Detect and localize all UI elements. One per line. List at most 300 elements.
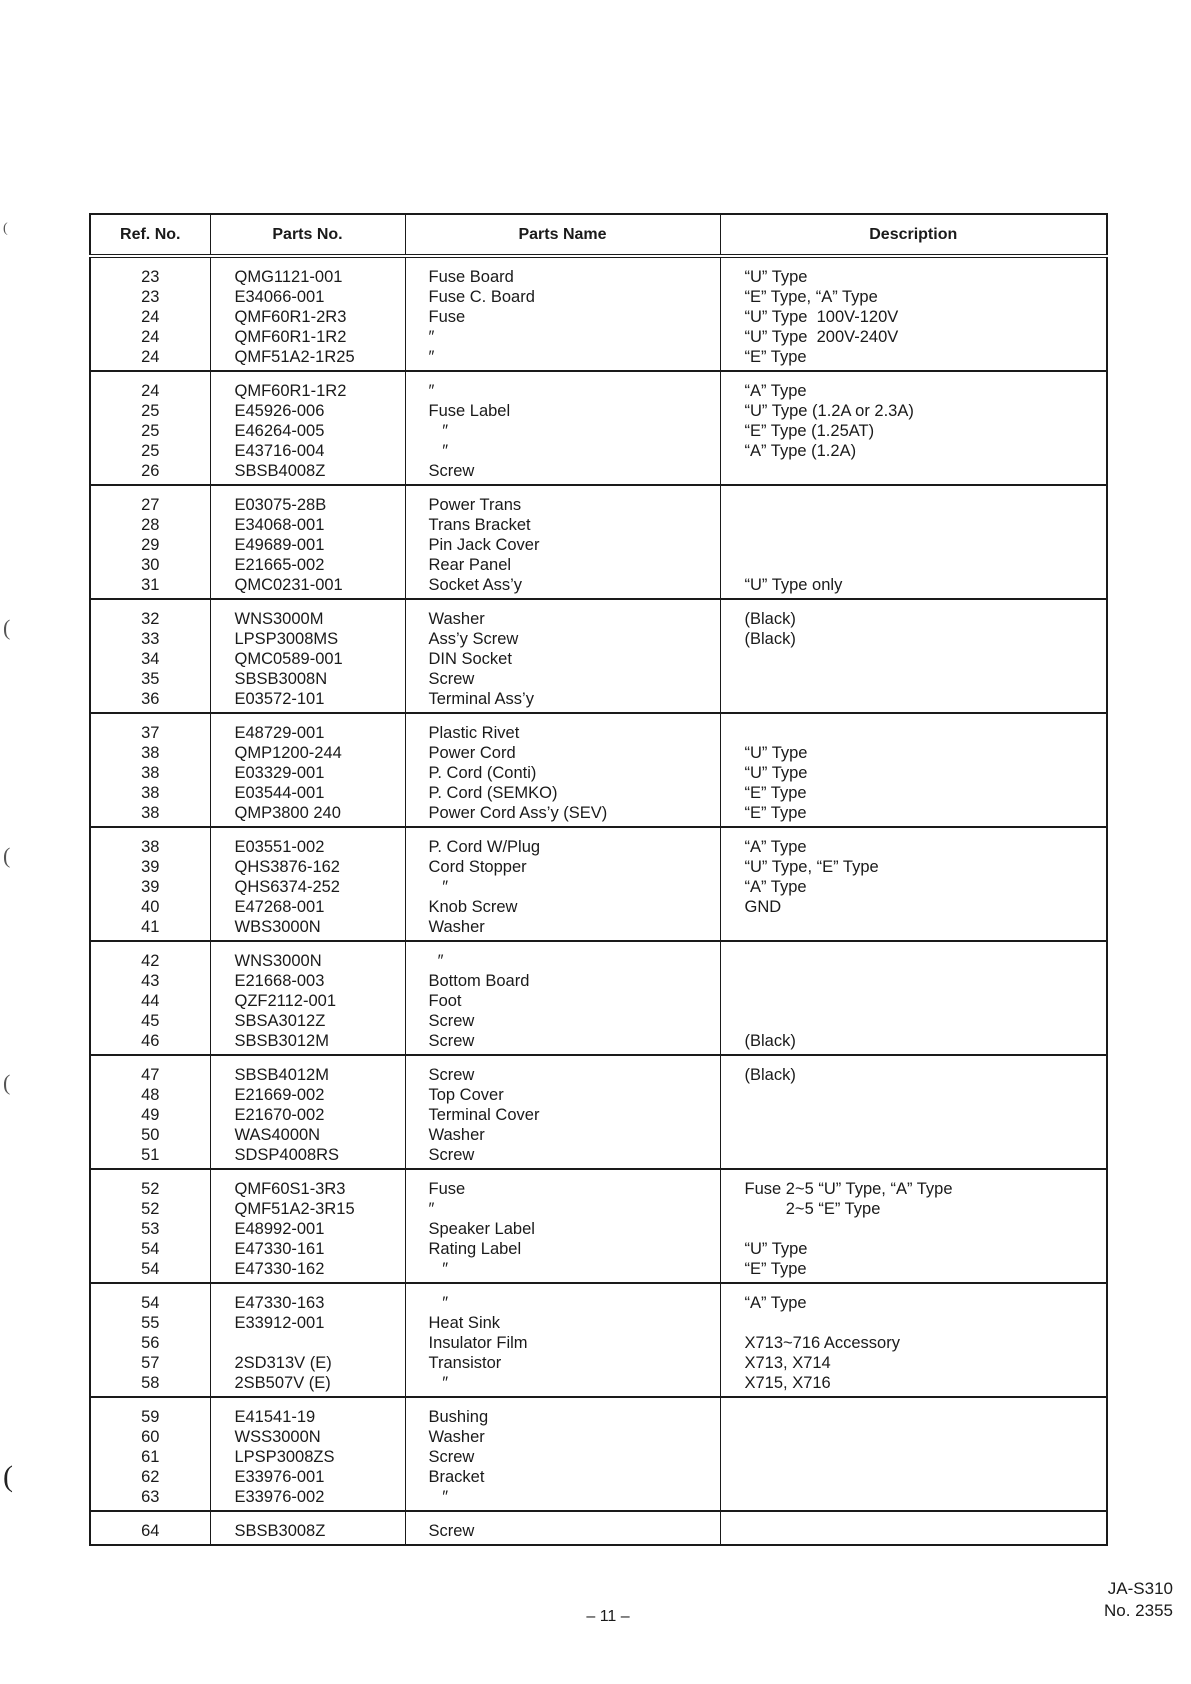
- description-cell: “A” Type (1.2A): [720, 441, 1107, 461]
- table-row: [90, 401, 1107, 421]
- description-cell: [720, 991, 1107, 1011]
- parts-name-cell: Power Cord Ass’y (SEV): [405, 803, 720, 827]
- ref-no-cell: 63: [90, 1487, 210, 1511]
- ref-no-cell: 29: [90, 535, 210, 555]
- table-row: [90, 1467, 1107, 1487]
- table-row: [90, 515, 1107, 535]
- parts-no-cell: E03544-001: [210, 783, 405, 803]
- parts-no-cell: E21668-003: [210, 971, 405, 991]
- parts-group: [90, 713, 1107, 827]
- description-cell: [720, 1487, 1107, 1511]
- parts-name-cell: Fuse: [405, 307, 720, 327]
- parts-name-cell: Power Trans: [405, 485, 720, 515]
- parts-name-cell: Socket Ass’y: [405, 575, 720, 599]
- parts-no-cell: WNS3000N: [210, 941, 405, 971]
- parts-no-cell: E48992-001: [210, 1219, 405, 1239]
- parts-name-cell: P. Cord W/Plug: [405, 827, 720, 857]
- description-cell: “E” Type: [720, 783, 1107, 803]
- parts-no-cell: E03075-28B: [210, 485, 405, 515]
- parts-no-cell: E46264-005: [210, 421, 405, 441]
- table-row: [90, 1447, 1107, 1467]
- parts-name-cell: Pin Jack Cover: [405, 535, 720, 555]
- parts-name-cell: Plastic Rivet: [405, 713, 720, 743]
- description-cell: [720, 1125, 1107, 1145]
- description-cell: [720, 1511, 1107, 1545]
- description-cell: “U” Type: [720, 256, 1107, 287]
- parts-group: [90, 1511, 1107, 1545]
- parts-group: [90, 1055, 1107, 1169]
- parts-name-cell: Power Cord: [405, 743, 720, 763]
- description-cell: [720, 555, 1107, 575]
- table-header-row: [90, 214, 1107, 256]
- parts-name-cell: Screw: [405, 669, 720, 689]
- table-row: [90, 327, 1107, 347]
- table-row: [90, 649, 1107, 669]
- parts-group: [90, 256, 1107, 371]
- parts-name-cell: Heat Sink: [405, 1313, 720, 1333]
- description-cell: “E” Type (1.25AT): [720, 421, 1107, 441]
- description-cell: “A” Type: [720, 827, 1107, 857]
- parts-name-cell: Transistor: [405, 1353, 720, 1373]
- ref-no-cell: 64: [90, 1511, 210, 1545]
- ref-no-cell: 62: [90, 1467, 210, 1487]
- description-cell: “U” Type (1.2A or 2.3A): [720, 401, 1107, 421]
- parts-name-cell: Insulator Film: [405, 1333, 720, 1353]
- ref-no-cell: 34: [90, 649, 210, 669]
- hole-punch-mark-2: (: [3, 615, 11, 640]
- parts-no-cell: QZF2112-001: [210, 991, 405, 1011]
- ref-no-cell: 28: [90, 515, 210, 535]
- parts-name-cell: DIN Socket: [405, 649, 720, 669]
- parts-name-cell: Washer: [405, 1427, 720, 1447]
- table-row: [90, 1511, 1107, 1545]
- parts-group: [90, 485, 1107, 599]
- table-row: [90, 971, 1107, 991]
- ref-no-cell: 57: [90, 1353, 210, 1373]
- ref-no-cell: 25: [90, 421, 210, 441]
- ref-no-cell: 55: [90, 1313, 210, 1333]
- description-cell: (Black): [720, 599, 1107, 629]
- parts-name-cell: Screw: [405, 1145, 720, 1169]
- ref-no-cell: 31: [90, 575, 210, 599]
- description-cell: [720, 1467, 1107, 1487]
- hole-punch-mark-5: (: [3, 1460, 13, 1493]
- parts-no-cell: E41541-19: [210, 1397, 405, 1427]
- table-row: [90, 763, 1107, 783]
- ref-no-cell: 38: [90, 803, 210, 827]
- parts-no-cell: QMP3800 240: [210, 803, 405, 827]
- table-row: [90, 1105, 1107, 1125]
- header-parts-name: Parts Name: [405, 214, 720, 256]
- parts-no-cell: SDSP4008RS: [210, 1145, 405, 1169]
- parts-group: [90, 599, 1107, 713]
- description-cell: X713, X714: [720, 1353, 1107, 1373]
- parts-name-cell: Terminal Cover: [405, 1105, 720, 1125]
- header-description: Description: [720, 214, 1107, 256]
- parts-name-cell: Screw: [405, 461, 720, 485]
- ref-no-cell: 41: [90, 917, 210, 941]
- table-row: [90, 461, 1107, 485]
- parts-no-cell: QMF60R1-1R2: [210, 371, 405, 401]
- description-cell: [720, 1397, 1107, 1427]
- table-row: [90, 1373, 1107, 1397]
- parts-name-cell: Screw: [405, 1055, 720, 1085]
- parts-no-cell: E48729-001: [210, 713, 405, 743]
- ref-no-cell: 38: [90, 783, 210, 803]
- description-cell: X713~716 Accessory: [720, 1333, 1107, 1353]
- parts-group: [90, 941, 1107, 1055]
- ref-no-cell: 52: [90, 1199, 210, 1219]
- hole-punch-mark-4: (: [3, 1070, 11, 1095]
- ref-no-cell: 24: [90, 327, 210, 347]
- ref-no-cell: 33: [90, 629, 210, 649]
- parts-name-cell: Fuse: [405, 1169, 720, 1199]
- model-number: JA-S310: [1107, 1579, 1173, 1598]
- ref-no-cell: 38: [90, 827, 210, 857]
- table-row: [90, 421, 1107, 441]
- parts-name-cell: Bushing: [405, 1397, 720, 1427]
- table-row: [90, 991, 1107, 1011]
- description-cell: [720, 669, 1107, 689]
- table-row: [90, 689, 1107, 713]
- parts-name-cell: ″: [405, 1199, 720, 1219]
- ref-no-cell: 54: [90, 1259, 210, 1283]
- ref-no-cell: 24: [90, 307, 210, 327]
- table-row: [90, 441, 1107, 461]
- ref-no-cell: 35: [90, 669, 210, 689]
- table-row: [90, 1085, 1107, 1105]
- description-cell: X715, X716: [720, 1373, 1107, 1397]
- table-row: [90, 347, 1107, 371]
- parts-no-cell: QMC0231-001: [210, 575, 405, 599]
- header-parts-no: Parts No.: [210, 214, 405, 256]
- document-number: No. 2355: [1104, 1601, 1173, 1620]
- parts-no-cell: WSS3000N: [210, 1427, 405, 1447]
- parts-group: [90, 1397, 1107, 1511]
- description-cell: “U” Type 100V-120V: [720, 307, 1107, 327]
- parts-no-cell: SBSA3012Z: [210, 1011, 405, 1031]
- description-cell: [720, 1219, 1107, 1239]
- parts-no-cell: SBSB4008Z: [210, 461, 405, 485]
- parts-no-cell: QMF60R1-2R3: [210, 307, 405, 327]
- ref-no-cell: 51: [90, 1145, 210, 1169]
- parts-group: [90, 371, 1107, 485]
- table-row: [90, 1031, 1107, 1055]
- table-row: [90, 1427, 1107, 1447]
- parts-name-cell: P. Cord (SEMKO): [405, 783, 720, 803]
- parts-no-cell: QMF51A2-3R15: [210, 1199, 405, 1219]
- ref-no-cell: 53: [90, 1219, 210, 1239]
- table-row: [90, 1487, 1107, 1511]
- parts-name-cell: ″: [405, 1259, 720, 1283]
- parts-name-cell: Fuse Board: [405, 256, 720, 287]
- parts-no-cell: E47330-163: [210, 1283, 405, 1313]
- description-cell: “U” Type: [720, 743, 1107, 763]
- description-cell: [720, 1427, 1107, 1447]
- parts-name-cell: ″: [405, 371, 720, 401]
- header-ref-no: Ref. No.: [90, 214, 210, 256]
- description-cell: [720, 1447, 1107, 1467]
- description-cell: 2~5 “E” Type: [720, 1199, 1107, 1219]
- ref-no-cell: 54: [90, 1283, 210, 1313]
- parts-no-cell: QMP1200-244: [210, 743, 405, 763]
- table-row: [90, 629, 1107, 649]
- parts-no-cell: QHS6374-252: [210, 877, 405, 897]
- ref-no-cell: 27: [90, 485, 210, 515]
- table-row: [90, 941, 1107, 971]
- parts-no-cell: E43716-004: [210, 441, 405, 461]
- ref-no-cell: 44: [90, 991, 210, 1011]
- description-cell: “A” Type: [720, 877, 1107, 897]
- parts-no-cell: 2SD313V (E): [210, 1353, 405, 1373]
- table-row: [90, 803, 1107, 827]
- parts-name-cell: Terminal Ass’y: [405, 689, 720, 713]
- description-cell: GND: [720, 897, 1107, 917]
- table-row: [90, 1239, 1107, 1259]
- table-row: [90, 535, 1107, 555]
- description-cell: “E” Type: [720, 1259, 1107, 1283]
- description-cell: Fuse 2~5 “U” Type, “A” Type: [720, 1169, 1107, 1199]
- parts-no-cell: SBSB3008N: [210, 669, 405, 689]
- description-cell: [720, 971, 1107, 991]
- table-row: [90, 1145, 1107, 1169]
- parts-name-cell: ″: [405, 1373, 720, 1397]
- description-cell: [720, 1105, 1107, 1125]
- parts-name-cell: Washer: [405, 1125, 720, 1145]
- parts-name-cell: Screw: [405, 1447, 720, 1467]
- ref-no-cell: 46: [90, 1031, 210, 1055]
- ref-no-cell: 39: [90, 857, 210, 877]
- parts-name-cell: Fuse C. Board: [405, 287, 720, 307]
- description-cell: “E” Type: [720, 347, 1107, 371]
- table-row: [90, 1353, 1107, 1373]
- ref-no-cell: 48: [90, 1085, 210, 1105]
- description-cell: [720, 1085, 1107, 1105]
- parts-group: [90, 1169, 1107, 1283]
- table-row: [90, 1169, 1107, 1199]
- description-cell: “E” Type: [720, 803, 1107, 827]
- parts-no-cell: QMF60S1-3R3: [210, 1169, 405, 1199]
- ref-no-cell: 60: [90, 1427, 210, 1447]
- parts-name-cell: ″: [405, 347, 720, 371]
- hole-punch-mark-1: (: [3, 221, 8, 236]
- ref-no-cell: 45: [90, 1011, 210, 1031]
- parts-name-cell: Cord Stopper: [405, 857, 720, 877]
- parts-name-cell: Screw: [405, 1511, 720, 1545]
- parts-no-cell: WNS3000M: [210, 599, 405, 629]
- table-row: [90, 1219, 1107, 1239]
- parts-name-cell: Foot: [405, 991, 720, 1011]
- parts-name-cell: ″: [405, 941, 720, 971]
- parts-no-cell: LPSP3008ZS: [210, 1447, 405, 1467]
- parts-group: [90, 1283, 1107, 1397]
- table-row: [90, 1011, 1107, 1031]
- description-cell: [720, 1145, 1107, 1169]
- table-row: [90, 307, 1107, 327]
- parts-no-cell: E03572-101: [210, 689, 405, 713]
- parts-no-cell: E21665-002: [210, 555, 405, 575]
- parts-no-cell: WBS3000N: [210, 917, 405, 941]
- description-cell: [720, 689, 1107, 713]
- parts-name-cell: Screw: [405, 1011, 720, 1031]
- table-row: [90, 599, 1107, 629]
- parts-no-cell: QMG1121-001: [210, 256, 405, 287]
- description-cell: “U” Type: [720, 763, 1107, 783]
- parts-no-cell: E03551-002: [210, 827, 405, 857]
- parts-name-cell: P. Cord (Conti): [405, 763, 720, 783]
- parts-name-cell: ″: [405, 1487, 720, 1511]
- parts-name-cell: Ass’y Screw: [405, 629, 720, 649]
- parts-name-cell: ″: [405, 441, 720, 461]
- parts-no-cell: E34068-001: [210, 515, 405, 535]
- parts-no-cell: SBSB4012M: [210, 1055, 405, 1085]
- ref-no-cell: 24: [90, 347, 210, 371]
- description-cell: [720, 1313, 1107, 1333]
- description-cell: [720, 461, 1107, 485]
- description-cell: “U” Type, “E” Type: [720, 857, 1107, 877]
- description-cell: [720, 649, 1107, 669]
- table-row: [90, 783, 1107, 803]
- table-row: [90, 743, 1107, 763]
- parts-no-cell: E49689-001: [210, 535, 405, 555]
- ref-no-cell: 49: [90, 1105, 210, 1125]
- ref-no-cell: 52: [90, 1169, 210, 1199]
- parts-no-cell: E21670-002: [210, 1105, 405, 1125]
- table-row: [90, 1283, 1107, 1313]
- parts-no-cell: QHS3876-162: [210, 857, 405, 877]
- ref-no-cell: 39: [90, 877, 210, 897]
- ref-no-cell: 43: [90, 971, 210, 991]
- parts-no-cell: E34066-001: [210, 287, 405, 307]
- ref-no-cell: 58: [90, 1373, 210, 1397]
- table-row: [90, 713, 1107, 743]
- parts-name-cell: Speaker Label: [405, 1219, 720, 1239]
- table-row: [90, 555, 1107, 575]
- ref-no-cell: 25: [90, 441, 210, 461]
- ref-no-cell: 54: [90, 1239, 210, 1259]
- table-row: [90, 256, 1107, 287]
- ref-no-cell: 36: [90, 689, 210, 713]
- description-cell: “E” Type, “A” Type: [720, 287, 1107, 307]
- parts-no-cell: [210, 1333, 405, 1353]
- description-cell: (Black): [720, 1031, 1107, 1055]
- table-row: [90, 1055, 1107, 1085]
- table-row: [90, 287, 1107, 307]
- description-cell: [720, 515, 1107, 535]
- ref-no-cell: 23: [90, 256, 210, 287]
- parts-no-cell: SBSB3008Z: [210, 1511, 405, 1545]
- table-row: [90, 917, 1107, 941]
- parts-name-cell: Fuse Label: [405, 401, 720, 421]
- parts-name-cell: Trans Bracket: [405, 515, 720, 535]
- parts-no-cell: LPSP3008MS: [210, 629, 405, 649]
- parts-name-cell: Washer: [405, 917, 720, 941]
- document-reference: [1104, 1578, 1173, 1622]
- table-row: [90, 1333, 1107, 1353]
- parts-name-cell: ″: [405, 421, 720, 441]
- parts-name-cell: Bracket: [405, 1467, 720, 1487]
- parts-no-cell: QMF51A2-1R25: [210, 347, 405, 371]
- ref-no-cell: 40: [90, 897, 210, 917]
- page-number: – 11 –: [586, 1608, 630, 1625]
- description-cell: (Black): [720, 629, 1107, 649]
- parts-no-cell: E33912-001: [210, 1313, 405, 1333]
- table-row: [90, 897, 1107, 917]
- table-row: [90, 1313, 1107, 1333]
- table-row: [90, 1199, 1107, 1219]
- parts-name-cell: ″: [405, 877, 720, 897]
- parts-name-cell: Bottom Board: [405, 971, 720, 991]
- parts-no-cell: QMF60R1-1R2: [210, 327, 405, 347]
- table-row: [90, 1397, 1107, 1427]
- table-row: [90, 485, 1107, 515]
- parts-no-cell: E45926-006: [210, 401, 405, 421]
- ref-no-cell: 38: [90, 743, 210, 763]
- description-cell: “A” Type: [720, 371, 1107, 401]
- table-row: [90, 575, 1107, 599]
- parts-group: [90, 827, 1107, 941]
- description-cell: [720, 535, 1107, 555]
- ref-no-cell: 30: [90, 555, 210, 575]
- ref-no-cell: 24: [90, 371, 210, 401]
- table-row: [90, 669, 1107, 689]
- parts-no-cell: E47330-161: [210, 1239, 405, 1259]
- parts-name-cell: Rating Label: [405, 1239, 720, 1259]
- description-cell: “U” Type only: [720, 575, 1107, 599]
- parts-no-cell: E47268-001: [210, 897, 405, 917]
- table-row: [90, 1259, 1107, 1283]
- ref-no-cell: 47: [90, 1055, 210, 1085]
- description-cell: “U” Type: [720, 1239, 1107, 1259]
- parts-name-cell: Washer: [405, 599, 720, 629]
- ref-no-cell: 56: [90, 1333, 210, 1353]
- parts-name-cell: Rear Panel: [405, 555, 720, 575]
- parts-no-cell: SBSB3012M: [210, 1031, 405, 1055]
- ref-no-cell: 23: [90, 287, 210, 307]
- parts-no-cell: E47330-162: [210, 1259, 405, 1283]
- ref-no-cell: 38: [90, 763, 210, 783]
- table-row: [90, 877, 1107, 897]
- parts-name-cell: ″: [405, 1283, 720, 1313]
- parts-name-cell: Knob Screw: [405, 897, 720, 917]
- description-cell: [720, 1011, 1107, 1031]
- parts-no-cell: E21669-002: [210, 1085, 405, 1105]
- parts-name-cell: ″: [405, 327, 720, 347]
- ref-no-cell: 26: [90, 461, 210, 485]
- description-cell: [720, 485, 1107, 515]
- parts-no-cell: QMC0589-001: [210, 649, 405, 669]
- parts-no-cell: E33976-002: [210, 1487, 405, 1511]
- parts-no-cell: 2SB507V (E): [210, 1373, 405, 1397]
- ref-no-cell: 32: [90, 599, 210, 629]
- description-cell: [720, 917, 1107, 941]
- description-cell: “A” Type: [720, 1283, 1107, 1313]
- table-row: [90, 827, 1107, 857]
- table-row: [90, 1125, 1107, 1145]
- ref-no-cell: 50: [90, 1125, 210, 1145]
- ref-no-cell: 37: [90, 713, 210, 743]
- description-cell: [720, 713, 1107, 743]
- parts-name-cell: Screw: [405, 1031, 720, 1055]
- description-cell: [720, 941, 1107, 971]
- parts-no-cell: E33976-001: [210, 1467, 405, 1487]
- ref-no-cell: 61: [90, 1447, 210, 1467]
- parts-no-cell: WAS4000N: [210, 1125, 405, 1145]
- ref-no-cell: 59: [90, 1397, 210, 1427]
- table-row: [90, 371, 1107, 401]
- description-cell: “U” Type 200V-240V: [720, 327, 1107, 347]
- hole-punch-mark-3: (: [3, 843, 11, 868]
